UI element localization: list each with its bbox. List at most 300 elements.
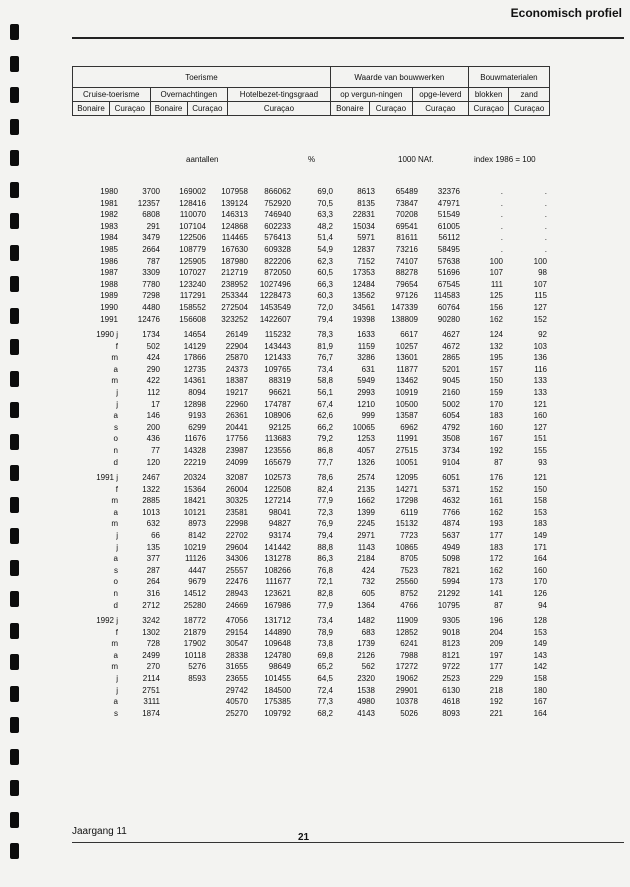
table-cell: 109648 [264, 639, 291, 649]
table-cell: 25270 [225, 708, 248, 718]
table-cell: 31655 [225, 662, 248, 672]
table-cell: 14129 [183, 341, 206, 351]
table-cell: 72,3 [317, 507, 333, 517]
row-period: m [111, 519, 118, 529]
table-cell: 87 [494, 600, 503, 610]
table-cell: 1453549 [259, 303, 291, 312]
table-cell: 103 [533, 341, 547, 351]
table-cell: 51,4 [317, 233, 333, 243]
binder-hole [10, 213, 19, 229]
table-cell: 13601 [395, 353, 418, 363]
table-cell: 22476 [225, 577, 248, 587]
table-cell: 77,7 [317, 457, 333, 467]
row-period: s [114, 708, 118, 718]
binder-hole [10, 339, 19, 355]
table-cell: 26149 [225, 330, 248, 339]
row-period: 1983 [100, 221, 118, 231]
table-cell: 72,1 [317, 577, 333, 587]
header-hotelbezetting: Hotelbezet-tingsgraad [228, 88, 331, 102]
table-cell: 17756 [225, 434, 248, 444]
row-period: s [114, 565, 118, 575]
table-cell: 174787 [264, 399, 291, 409]
table-cell: 218 [489, 685, 503, 695]
table-cell: 93 [538, 457, 547, 467]
table-cell: 58,8 [317, 376, 333, 386]
table-cell: 12898 [183, 399, 206, 409]
row-period: 1984 [100, 233, 118, 243]
header-opgeleverd: opge-leverd [412, 88, 468, 102]
binder-hole [10, 276, 19, 292]
table-cell: 158552 [179, 303, 206, 312]
table-cell: 377 [146, 554, 160, 564]
table-cell: 109765 [264, 364, 291, 374]
table-cell: 2865 [442, 353, 460, 363]
table-cell: 5002 [442, 399, 460, 409]
table-cell: 171 [533, 542, 547, 552]
row-period: f [115, 341, 118, 351]
table-cell: 60,3 [317, 291, 333, 301]
table-cell: 32087 [225, 473, 248, 482]
table-cell: 10378 [395, 697, 418, 707]
table-cell: 7152 [357, 256, 375, 266]
binder-hole [10, 245, 19, 261]
row-period: 1990 j [96, 330, 118, 339]
table-cell: 149 [533, 531, 547, 540]
table-cell: 58495 [437, 245, 460, 254]
table-cell: 323252 [221, 314, 248, 324]
table-cell: 15364 [183, 484, 206, 494]
header-vergunningen: op vergun-ningen [330, 88, 412, 102]
row-period: 1982 [100, 210, 118, 220]
table-cell: 93174 [268, 531, 291, 540]
table-cell: 290 [146, 364, 160, 374]
table-cell: 113683 [264, 434, 291, 444]
header-waarde: Waarde van bouwwerken [330, 67, 468, 88]
table-cell: . [500, 210, 503, 220]
table-cell: 22219 [183, 457, 206, 467]
table-cell: 122508 [264, 484, 291, 494]
row-period: 1981 [100, 198, 118, 208]
table-cell: 142 [533, 662, 547, 672]
row-period: j [116, 531, 118, 540]
table-cell: 196 [489, 616, 503, 625]
header-cruise: Cruise-toerisme [73, 88, 151, 102]
table-cell: 422 [146, 376, 160, 386]
table-cell: 264 [146, 577, 160, 587]
binder-hole [10, 560, 19, 576]
binder-hole [10, 119, 19, 135]
table-cell: 8613 [357, 187, 375, 196]
table-cell: 14271 [395, 484, 418, 494]
table-cell: 111677 [265, 577, 291, 587]
table-cell: 2993 [357, 388, 375, 397]
table-cell: . [544, 233, 547, 243]
table-cell: 3309 [142, 268, 160, 278]
table-cell: 34306 [225, 554, 248, 564]
row-period: s [114, 422, 118, 432]
table-cell: 114583 [433, 291, 460, 301]
table-cell: 133 [533, 376, 547, 386]
table-cell: 12735 [183, 364, 206, 374]
table-cell: 576413 [264, 233, 291, 243]
table-cell: 9193 [188, 411, 206, 421]
table-cell: 136 [533, 353, 547, 363]
table-cell: 6054 [442, 411, 460, 421]
table-cell: 3286 [357, 353, 375, 363]
table-cell: 21292 [437, 589, 460, 598]
table-cell: 1399 [357, 507, 375, 517]
table-cell: 127214 [264, 496, 291, 506]
table-cell: 2320 [357, 674, 375, 683]
table-cell: 73847 [395, 198, 418, 208]
row-period: 1980 [100, 187, 118, 196]
table-cell: 7821 [442, 565, 460, 575]
table-cell: 22702 [225, 531, 248, 540]
table-cell: 18772 [183, 616, 206, 625]
table-cell: 73,8 [317, 639, 333, 649]
table-cell: 156 [489, 303, 503, 312]
table-cell: 151 [533, 434, 547, 444]
binder-hole [10, 717, 19, 733]
table-cell: 7723 [400, 531, 418, 540]
table-cell: 5026 [400, 708, 418, 718]
row-period: o [113, 434, 118, 444]
table-cell: 69,0 [317, 187, 333, 196]
table-cell: 6962 [400, 422, 418, 432]
table-cell: 88278 [395, 268, 418, 278]
table-cell: 1302 [142, 627, 160, 637]
table-cell: 12095 [395, 473, 418, 482]
table-cell: 8123 [442, 639, 460, 649]
table-cell: 133 [533, 388, 547, 397]
table-cell: 78,3 [317, 330, 333, 339]
table-cell: 73,4 [317, 616, 333, 625]
table-cell: 10500 [395, 399, 418, 409]
table-cell: 170 [533, 577, 547, 587]
table-cell: 2574 [357, 473, 375, 482]
table-cell: 70208 [395, 210, 418, 220]
table-cell: 107104 [179, 221, 206, 231]
table-cell: 732 [361, 577, 375, 587]
table-cell: 69541 [395, 221, 418, 231]
table-cell: 107958 [221, 187, 248, 196]
table-cell: 62,3 [317, 256, 333, 266]
binder-hole [10, 87, 19, 103]
table-cell: 162 [489, 565, 503, 575]
table-cell: 2126 [357, 650, 375, 660]
table-cell: 56,1 [317, 388, 333, 397]
table-cell: 76,7 [317, 353, 333, 363]
table-cell: 51549 [437, 210, 460, 220]
table-cell: 4980 [357, 697, 375, 707]
table-cell: 87 [494, 457, 503, 467]
table-cell: 74107 [395, 256, 418, 266]
table-cell: 5371 [442, 484, 460, 494]
table-cell: 65489 [395, 187, 418, 196]
table-cell: 66 [151, 531, 160, 540]
row-period: j [116, 685, 118, 695]
table-cell: 180 [533, 685, 547, 695]
table-cell: 183 [489, 411, 503, 421]
table-cell: 78,6 [317, 473, 333, 482]
table-cell: 4447 [188, 565, 206, 575]
table-cell: 138809 [391, 314, 418, 324]
table-cell: 192 [489, 697, 503, 707]
table-cell: 1210 [357, 399, 375, 409]
table-cell: 7523 [400, 565, 418, 575]
row-period: 1991 [100, 314, 118, 324]
table-cell: 92 [538, 330, 547, 339]
table-cell: 11126 [184, 554, 206, 564]
row-period: 1986 [100, 256, 118, 266]
table-cell: 131278 [264, 554, 291, 564]
table-cell: 602233 [264, 221, 291, 231]
binder-hole [10, 497, 19, 513]
table-cell: 20324 [183, 473, 206, 482]
header-curacao-5: Curaçao [412, 102, 468, 116]
table-cell: 5276 [188, 662, 206, 672]
row-period: a [113, 554, 118, 564]
binder-hole [10, 654, 19, 670]
table-cell: 18421 [183, 496, 206, 506]
table-cell: 146 [146, 411, 160, 421]
table-cell: 123240 [179, 279, 206, 289]
table-cell: 167 [533, 697, 547, 707]
table-cell: 12484 [352, 279, 375, 289]
table-cell: 21879 [183, 627, 206, 637]
table-cell: 100 [489, 256, 503, 266]
table-cell: 107 [533, 279, 547, 289]
table-cell: 6130 [442, 685, 460, 695]
table-cell: 13462 [395, 376, 418, 386]
table-cell: 162 [489, 507, 503, 517]
row-period: n [113, 446, 118, 455]
table-cell: 121 [533, 399, 547, 409]
table-cell: 112 [147, 388, 160, 397]
table-cell: 48,2 [317, 221, 333, 231]
table-cell: 158 [533, 496, 547, 506]
table-cell: 165679 [264, 457, 291, 467]
table-cell: 1322 [142, 484, 160, 494]
table-cell: 204 [489, 627, 503, 637]
table-cell: 10795 [437, 600, 460, 610]
table-cell: 162 [489, 314, 503, 324]
table-header [72, 66, 550, 116]
table-cell: 127 [533, 422, 547, 432]
table-cell: 10118 [184, 650, 206, 660]
binder-hole [10, 371, 19, 387]
table-cell: 4480 [142, 303, 160, 312]
row-period: m [111, 376, 118, 386]
binder-hole [10, 308, 19, 324]
table-cell: 135 [146, 542, 160, 552]
table-cell: 76,9 [317, 519, 333, 529]
table-cell: 28943 [225, 589, 248, 598]
header-curacao-1: Curaçao [110, 102, 151, 116]
table-cell: 5201 [442, 364, 460, 374]
table-cell: 5098 [442, 554, 460, 564]
table-cell: 24099 [225, 457, 248, 467]
table-cell: 192 [489, 446, 503, 455]
table-cell: 291 [146, 221, 160, 231]
table-cell: 156608 [179, 314, 206, 324]
table-cell: 752920 [264, 198, 291, 208]
table-cell: 32376 [437, 187, 460, 196]
unit-index: index 1986 = 100 [474, 155, 536, 164]
table-cell: 29901 [395, 685, 418, 695]
table-cell: 221 [489, 708, 503, 718]
unit-aantallen: aantallen [186, 155, 219, 164]
table-cell: 108266 [264, 565, 291, 575]
table-cell: 12852 [395, 627, 418, 637]
table-cell: 47971 [437, 198, 460, 208]
binder-hole [10, 686, 19, 702]
table-cell: 153 [533, 627, 547, 637]
table-cell: 66,3 [317, 279, 333, 289]
table-cell: 73,4 [317, 364, 333, 374]
table-cell: 253344 [221, 291, 248, 301]
unit-percent: % [308, 155, 316, 164]
table-cell: 4627 [442, 330, 460, 339]
table-cell: 131712 [264, 616, 291, 625]
table-cell: 1662 [357, 496, 375, 506]
table-cell: 209 [489, 639, 503, 649]
table-cell: 1734 [142, 330, 160, 339]
table-cell: 2751 [142, 685, 160, 695]
table-cell: 6051 [442, 473, 460, 482]
table-cell: 167 [489, 434, 503, 444]
unit-naf: 1000 NAf. [398, 155, 434, 164]
table-cell: 114465 [221, 233, 248, 243]
table-cell: 51696 [437, 268, 460, 278]
table-cell: 40570 [225, 697, 248, 707]
table-cell: 2160 [442, 388, 460, 397]
header-bonaire-3: Bonaire [330, 102, 369, 116]
table-cell: 15034 [352, 221, 375, 231]
table-cell: 79,4 [317, 314, 333, 324]
table-cell: 124780 [264, 650, 291, 660]
table-cell: 3700 [142, 187, 160, 196]
table-cell: 4949 [442, 542, 460, 552]
table-cell: 183 [489, 542, 503, 552]
table-cell: 15132 [395, 519, 418, 529]
binder-hole [10, 56, 19, 72]
table-cell: 96621 [268, 388, 291, 397]
table-cell: 69,8 [317, 650, 333, 660]
table-cell: 81,9 [317, 341, 333, 351]
table-cell: 177 [489, 531, 503, 540]
table-cell: 4672 [442, 341, 460, 351]
table-cell: 10919 [395, 388, 418, 397]
table-cell: 98649 [268, 662, 291, 672]
table-cell: 8593 [188, 674, 206, 683]
table-cell: 4618 [442, 697, 460, 707]
table-cell: 9104 [442, 457, 460, 467]
header-toerisme: Toerisme [73, 67, 331, 88]
table-cell: 25870 [225, 353, 248, 363]
table-cell: 152 [489, 484, 503, 494]
table-cell: 3508 [442, 434, 460, 444]
table-cell: 101455 [264, 674, 291, 683]
table-cell: 3479 [142, 233, 160, 243]
table-cell: 117291 [179, 291, 206, 301]
table-cell: 10065 [352, 422, 375, 432]
table-cell: 316 [146, 589, 160, 598]
table-cell: 238952 [221, 279, 248, 289]
table-cell: 65,2 [317, 662, 333, 672]
table-cell: 90280 [437, 314, 460, 324]
table-cell: 128416 [179, 198, 206, 208]
table-cell: 2135 [357, 484, 375, 494]
page-header-title: Economisch profiel [510, 6, 622, 20]
table-cell: 20441 [225, 422, 248, 432]
table-cell: 2467 [142, 473, 160, 482]
binder-hole [10, 528, 19, 544]
table-cell: 12476 [137, 314, 160, 324]
table-cell: 19217 [225, 388, 248, 397]
table-cell: 143443 [264, 341, 291, 351]
table-cell: 175385 [264, 697, 291, 707]
table-cell: 212719 [221, 268, 248, 278]
table-cell: 14654 [183, 330, 206, 339]
table-cell: 110070 [179, 210, 206, 220]
table-cell: 4766 [400, 600, 418, 610]
table-cell: . [500, 221, 503, 231]
table-cell: 5971 [357, 233, 375, 243]
table-cell: 22904 [225, 341, 248, 351]
binder-hole [10, 591, 19, 607]
table-cell: 86,8 [317, 446, 333, 455]
table-cell: 72,0 [317, 303, 333, 312]
table-cell: 76,8 [317, 565, 333, 575]
table-cell: 200 [146, 422, 160, 432]
table-cell: 7766 [442, 507, 460, 517]
table-cell: 2885 [142, 496, 160, 506]
table-cell: 1159 [357, 341, 375, 351]
table-cell: 141 [489, 589, 503, 598]
table-cell: 3734 [442, 446, 460, 455]
table-cell: 149 [533, 639, 547, 649]
row-period: 1989 [100, 291, 118, 301]
header-rule [72, 37, 624, 39]
header-curacao-6: Curaçao [468, 102, 509, 116]
table-cell: 79654 [395, 279, 418, 289]
table-cell: 7988 [400, 650, 418, 660]
table-cell: 109792 [264, 708, 291, 718]
table-cell: 1143 [357, 542, 375, 552]
table-cell: 13562 [352, 291, 375, 301]
row-period: a [113, 364, 118, 374]
table-cell: 161 [489, 496, 503, 506]
table-cell: 77,3 [317, 697, 333, 707]
table-cell: 126 [533, 589, 547, 598]
table-cell: 3242 [142, 616, 160, 625]
table-cell: 164 [533, 554, 547, 564]
table-cell: 22831 [352, 210, 375, 220]
table-cell: 57638 [437, 256, 460, 266]
table-cell: 6299 [188, 422, 206, 432]
header-curacao-2: Curaçao [187, 102, 228, 116]
table-cell: 94 [538, 600, 547, 610]
table-cell: 60764 [437, 303, 460, 312]
table-cell: 120 [146, 457, 160, 467]
table-cell: 822206 [264, 256, 291, 266]
table-cell: 11676 [184, 434, 206, 444]
table-cell: 155 [533, 446, 547, 455]
table-cell: 605 [361, 589, 375, 598]
table-cell: 79,2 [317, 434, 333, 444]
table-cell: 121 [533, 473, 547, 482]
